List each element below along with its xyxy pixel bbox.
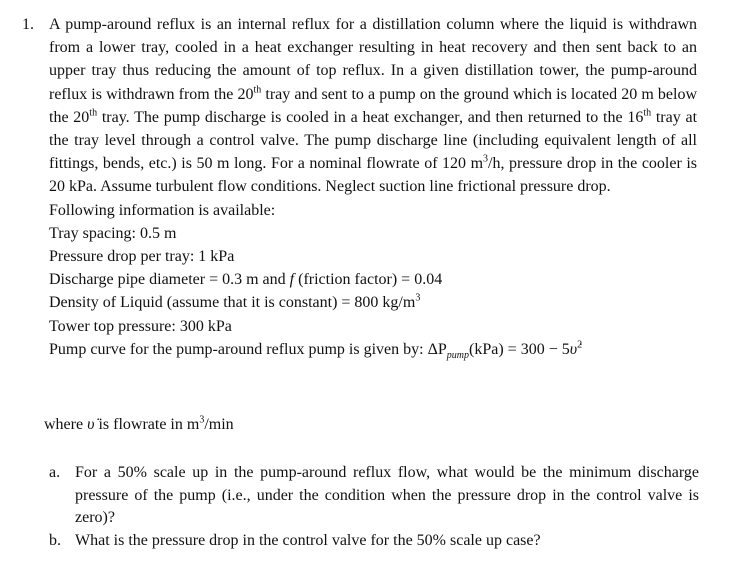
sub-question-label: a. <box>49 464 61 481</box>
friction-factor-symbol: f <box>289 271 295 289</box>
pump-curve-exponent: 2 <box>577 339 583 351</box>
liquid-density <box>49 291 697 314</box>
friction-factor-text: (friction factor) = 0.04 <box>294 271 443 289</box>
pump-subscript: pump <box>446 350 470 362</box>
where-unit-text: is flowrate in m <box>94 416 200 433</box>
where-clause <box>44 414 234 436</box>
where-text: where <box>44 416 88 433</box>
given-information <box>49 199 697 361</box>
where-exponent: 3 <box>199 414 205 426</box>
tray-spacing: Tray spacing: 0.5 m <box>49 224 177 242</box>
flowrate-symbol: υ̇ <box>569 340 578 358</box>
pump-curve-formula <box>427 339 583 362</box>
sub-question-text: For a 50% scale up in the pump-around reflux flow, what would be the minimum discharge pressure of the pump (i.e., under the condition when the pressure drop in the control valve is zero)? <box>75 464 699 526</box>
question-body <box>49 13 697 361</box>
sub-question-a <box>49 462 699 530</box>
tower-top-pressure: Tower top pressure: 300 kPa <box>49 317 232 335</box>
sub-question-label: b. <box>49 531 61 549</box>
sub-question-text: What is the pressure drop in the control valve for the 50% scale up case? <box>75 531 541 549</box>
sub-questions <box>49 462 699 552</box>
question-intro <box>49 13 697 199</box>
pump-curve-text: Pump curve for the pump-around reflux pump is given by: <box>49 340 428 358</box>
ordinal-suffix: th <box>253 84 262 96</box>
pressure-drop-per-tray: Pressure drop per tray: 1 kPa <box>49 248 235 266</box>
intro-part-1: A pump-around reflux is an internal reflux for a distillation column where the liquid is withdrawn from a lower tray, cooled in a heat exchanger resulting in heat recovery and then sent back to an upper tray thus reducing the amount of top reflux. In a given distillation tower, the pump-around reflux is withdrawn from the 20 <box>49 16 697 103</box>
pump-curve <box>49 338 697 361</box>
pipe-diameter-text: Discharge pipe diameter = 0.3 m and <box>49 271 290 289</box>
intro-part-3: tray. The pump discharge is cooled in a heat exchanger, and then returned to the 16 <box>97 108 644 126</box>
flowrate-symbol: υ̇ <box>87 416 95 433</box>
delta-p-symbol: ΔP <box>427 340 447 358</box>
sub-question-b <box>49 530 699 553</box>
cube-exponent: 3 <box>483 153 489 165</box>
ordinal-suffix: th <box>89 107 98 119</box>
intro-part-2: tray and sent to a pump on the ground which is located 20 m below the 20 <box>49 85 697 126</box>
where-unit-end: /min <box>204 416 234 433</box>
pipe-diameter <box>49 268 697 291</box>
info-heading: Following information is available: <box>49 201 276 219</box>
density-text: Density of Liquid (assume that it is constant) = 800 kg/m <box>49 294 416 312</box>
intro-part-5: /h, pressure drop in the cooler is 20 kPa. Assume turbulent flow conditions. Neglect suction line frictional pressure drop. <box>49 155 698 196</box>
density-exponent: 3 <box>415 293 421 305</box>
ordinal-suffix: th <box>643 107 652 119</box>
pump-curve-rhs: (kPa) = 300 − 5 <box>469 340 570 358</box>
intro-part-4: tray at the tray level through a control valve. The pump discharge line (including equivalent length of all fittings, bends, etc.) is 50 m long. For a nominal flowrate of 120 m <box>49 108 698 173</box>
question-number: 1. <box>22 16 34 33</box>
